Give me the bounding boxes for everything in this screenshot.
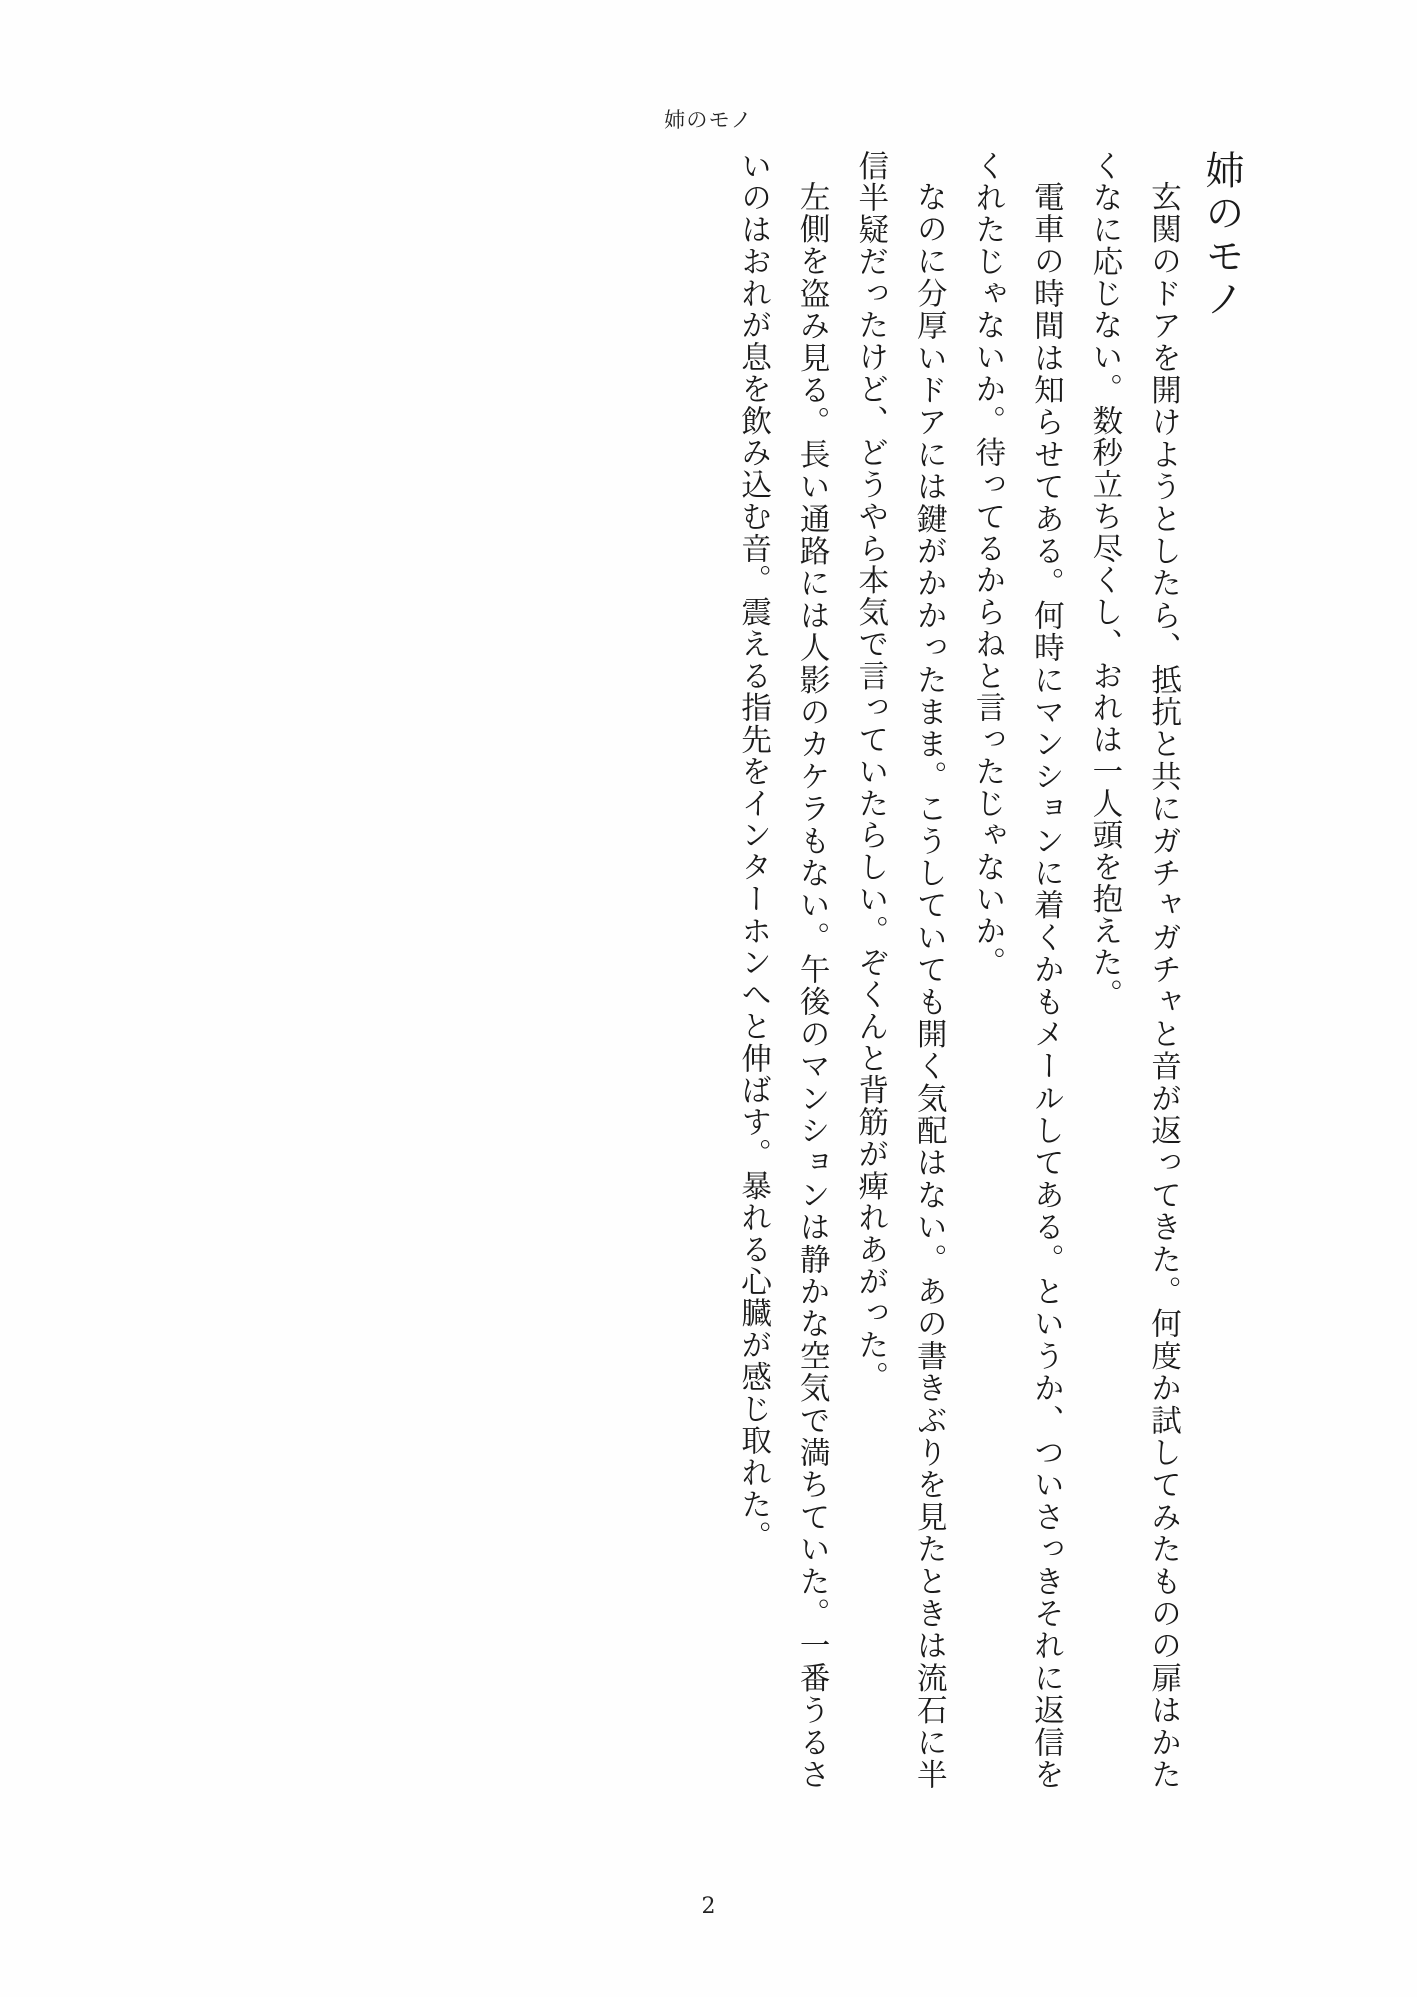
page-title: 姉のモノ — [1199, 150, 1244, 322]
running-header: 姉のモノ — [664, 108, 753, 132]
body-paragraph: 電車の時間は知らせてある。何時にマンションに着くかもメールしてある。というか、ついさっきそれに返信をくれたじゃないか。待ってるからねと言ったじゃないか。 — [969, 150, 1064, 1790]
body-paragraph: 左側を盗み見る。長い通路には人影のカケラもない。午後のマンションは静かな空気で満ちていた。一番うるさいのはおれが息を飲み込む音。震える指先をインターホンへと伸ばす。暴れる心臓が感じ取れた。 — [735, 150, 830, 1790]
vertical-text-body — [140, 150, 1250, 1790]
body-paragraph: 玄関のドアを開けようとしたら、抵抗と共にガチャガチャと音が返ってきた。何度か試してみたものの扉はかたくなに応じない。数秒立ち尽くし、おれは一人頭を抱えた。 — [1086, 150, 1181, 1790]
page-number: 2 — [701, 1894, 716, 1919]
body-paragraph: なのに分厚いドアには鍵がかかったまま。こうしていても開く気配はない。あの書きぶりを見たときは流石に半信半疑だったけど、どうやら本気で言っていたらしい。ぞくんと背筋が痺れあがった。 — [852, 150, 947, 1790]
